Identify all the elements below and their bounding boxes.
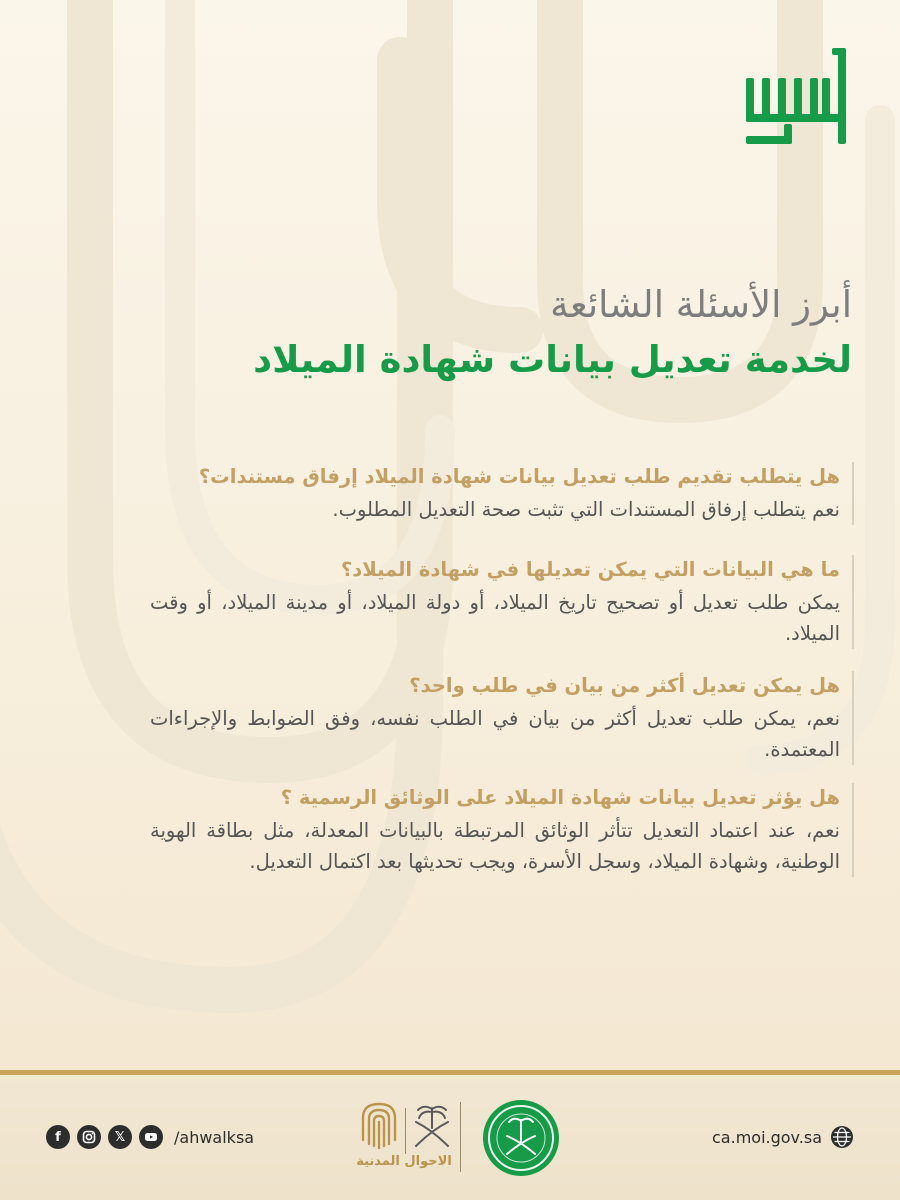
faq-item [150,671,854,765]
faq-answer: نعم يتطلب إرفاق المستندات التي تثبت صحة التعديل المطلوب. [332,498,840,521]
faq-question: هل يمكن تعديل أكثر من بيان في طلب واحد؟ [409,674,840,697]
faq-question: هل يتطلب تقديم طلب تعديل بيانات شهادة الميلاد إرفاق مستندات؟ [198,465,840,488]
agency-name: الاحوال المدنية [356,1154,452,1169]
faq-answer: نعم، يمكن طلب تعديل أكثر من بيان في الطلب نفسه، وفق الضوابط والإجراءات المعتمدة. [150,707,840,761]
logo-divider [405,1108,406,1154]
government-logos [352,1096,562,1180]
absher-logo [742,42,854,154]
faq-answer: نعم، عند اعتماد التعديل تتأثر الوثائق المرتبطة بالبيانات المعدلة، مثل بطاقة الهوية الوطنية، وشهادة الميلاد، وسجل الأسرة، ويجب تحديثها بعد اكتمال التعديل. [150,819,840,873]
facebook-icon[interactable]: f [46,1125,70,1149]
x-icon[interactable]: 𝕏 [108,1125,132,1149]
faq-item [150,462,854,525]
instagram-icon[interactable] [77,1125,101,1149]
heading-line-2: لخدمة تعديل بيانات شهادة الميلاد [253,338,852,381]
social-links [46,1125,254,1149]
social-handle[interactable]: /ahwalksa [174,1127,255,1147]
heading-line-1: أبرز الأسئلة الشائعة [550,283,852,326]
website-url[interactable]: ca.moi.gov.sa [712,1127,822,1147]
faq-item [150,783,854,877]
page-heading [152,282,852,384]
logo-divider [460,1102,461,1172]
ministry-emblem-icon [480,1096,562,1180]
globe-icon [830,1125,854,1149]
faq-question: ما هي البيانات التي يمكن تعديلها في شهادة الميلاد؟ [340,558,840,581]
faq-item [150,555,854,649]
saudi-palm-swords-icon [410,1100,454,1154]
youtube-icon[interactable] [139,1125,163,1149]
website-link[interactable] [712,1125,854,1149]
faq-answer: يمكن طلب تعديل أو تصحيح تاريخ الميلاد، أو دولة الميلاد، أو مدينة الميلاد، أو وقت الميلاد. [150,591,840,645]
faq-question: هل يؤثر تعديل بيانات شهادة الميلاد على الوثائق الرسمية ؟ [280,786,840,809]
fingerprint-icon [358,1100,400,1152]
